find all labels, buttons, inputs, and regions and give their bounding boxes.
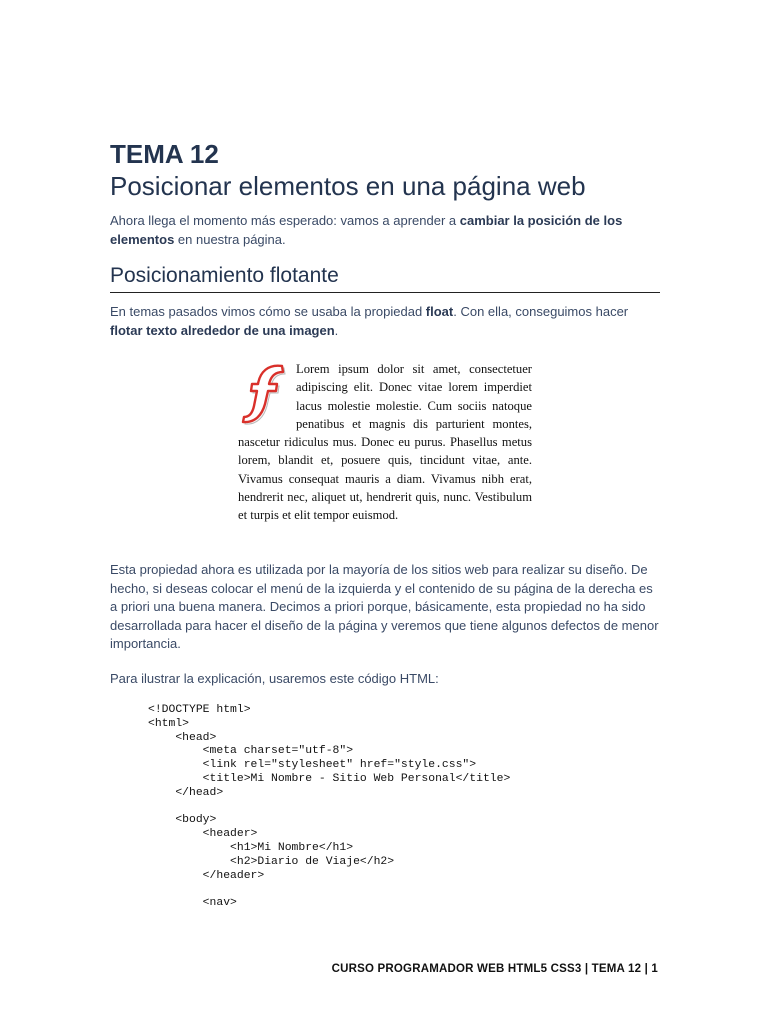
intro-paragraph bbox=[110, 212, 660, 249]
float-text-3: . bbox=[334, 322, 339, 338]
flash-logo-icon bbox=[238, 360, 292, 426]
float-example-figure bbox=[238, 360, 532, 525]
float-text-2: . Con ella, conseguimos hacer bbox=[453, 304, 629, 319]
float-bold-2: flotar texto alrededor de una imagen bbox=[110, 322, 335, 338]
page-footer: CURSO PROGRAMADOR WEB HTML5 CSS3 | TEMA 12 | 1 bbox=[331, 963, 658, 975]
html-code-block: <!DOCTYPE html> <html> <head> <meta charset="utf-8"> <link rel="stylesheet" href="style.css"> <title>Mi Nombre - Sitio Web Personal</title> </head> <body> <header> <h1>Mi Nombre</h1> <h2>Diario de Viaje</h2> </header> <nav> bbox=[148, 704, 511, 910]
example-intro-paragraph: Para ilustrar la explicación, usaremos este código HTML: bbox=[110, 671, 439, 686]
intro-text-2: en nuestra página. bbox=[174, 231, 286, 247]
float-text-1: En temas pasados vimos cómo se usaba la propiedad bbox=[110, 304, 426, 319]
page-subtitle: Posicionar elementos en una página web bbox=[110, 171, 586, 201]
intro-text-1: Ahora llega el momento más esperado: vamos a aprender a bbox=[110, 213, 460, 228]
float-example-text: Lorem ipsum dolor sit amet, consectetuer adipiscing elit. Donec vitae lorem imperdiet lacus molestie molestie. Cum sociis natoque penatibus et magnis dis parturient montes, nascetur ridiculus mus. Donec eu purus. Phasellus metus lorem, blandit et, posuere quis, tincidunt vitae, ante. Vivamus consequat mauris a diam. Vivamus nibh erat, hendrerit nec, aliquet ut, hendrerit quis, nunc. Vestibulum et turpis et elit tempor euismod. bbox=[238, 362, 532, 523]
page-title: TEMA 12 bbox=[110, 139, 219, 169]
intro-bold-1: cambiar la posición de los elementos bbox=[110, 213, 623, 247]
float-bold-1: float bbox=[425, 304, 454, 319]
float-paragraph bbox=[110, 303, 660, 340]
usage-paragraph: Esta propiedad ahora es utilizada por la mayoría de los sitios web para realizar su diseño. De hecho, si deseas colocar el menú de la izquierda y el contenido de su página de la derecha es a priori una buena manera. Decimos a priori porque, básicamente, esta propiedad no ha sido desarrollada para hacer el diseño de la página y veremos que tiene algunos defectos de menor importancia. bbox=[110, 562, 659, 651]
section-heading: Posicionamiento flotante bbox=[110, 262, 660, 293]
